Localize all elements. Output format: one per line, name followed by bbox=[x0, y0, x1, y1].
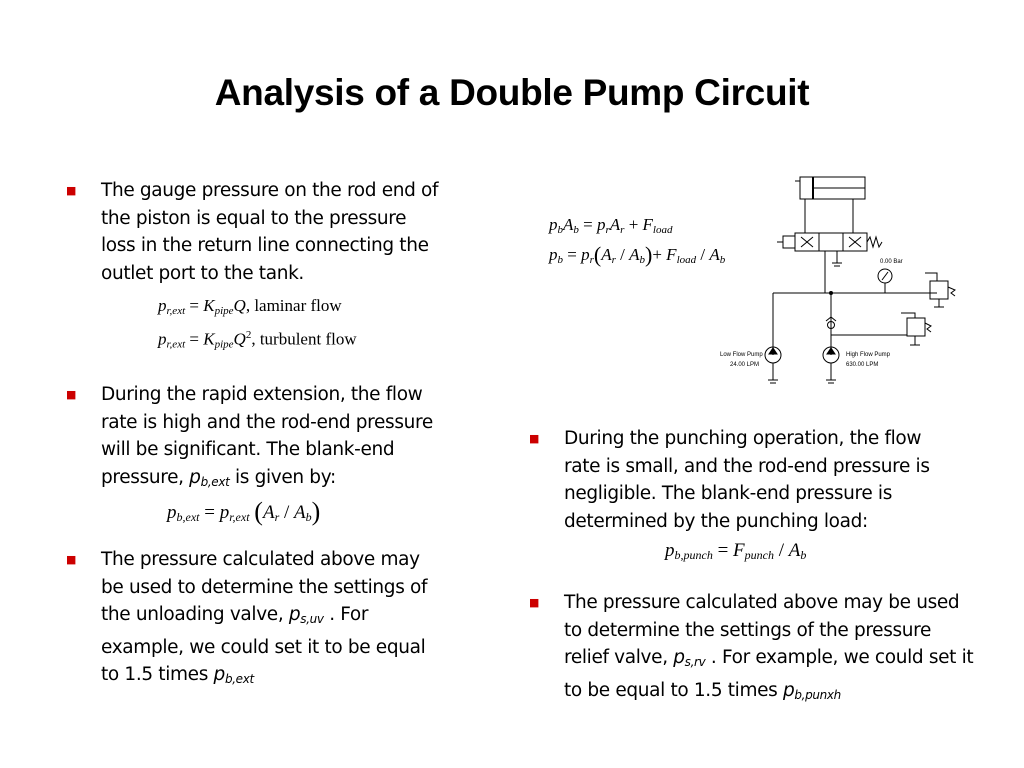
left-bullet-2-text: During the rapid extension, the flow rate is high and the rod-end pressure will be significant. The blank-end pressure, bbox=[101, 384, 433, 488]
right-bullet-2-sym: p bbox=[673, 647, 685, 668]
left-bullet-3-mid: . For example, we could set it to be equal to 1.5 times bbox=[101, 604, 426, 685]
eq-turbulent-label: , turbulent flow bbox=[251, 329, 357, 349]
dcv-center-envelope bbox=[819, 233, 843, 251]
slide-title: Analysis of a Double Pump Circuit bbox=[214, 72, 810, 113]
left-bullet-3-sub: s,uv bbox=[300, 612, 324, 626]
right-bullet-1 bbox=[529, 425, 954, 535]
right-bullet-2-sym2: p bbox=[783, 679, 795, 701]
left-bullet-3-text: The pressure calculated above may be used to determine the settings of the unloading valve, bbox=[101, 549, 428, 625]
left-bullet-2-tail: is given by: bbox=[229, 466, 336, 488]
hydraulic-circuit-diagram bbox=[715, 175, 975, 390]
bullet-marker: ■ bbox=[66, 388, 77, 401]
left-bullet-3-sym2: p bbox=[213, 664, 225, 685]
right-bullet-2-mid: . For example, we could set it to be equal to 1.5 times bbox=[564, 647, 974, 701]
low-pump-label: Low Flow Pump bbox=[720, 352, 763, 358]
left-bullet-2 bbox=[66, 381, 451, 496]
bullet-marker: ■ bbox=[529, 596, 540, 609]
eq-laminar-label: , laminar flow bbox=[245, 296, 342, 315]
left-bullet-1-text: The gauge pressure on the rod end of the piston is equal to the pressure loss in the return line connecting the outlet port to the tank. bbox=[101, 180, 439, 284]
bullet-marker: ■ bbox=[66, 553, 77, 566]
left-bullet-3-sym: p bbox=[288, 604, 301, 625]
left-bullet-3-sub2: b,ext bbox=[224, 672, 254, 686]
eq-force-balance: $p_bA_b = p_rA_r + F_{load}$ bbox=[549, 215, 673, 236]
right-bullet-2-sub2: b,punxh bbox=[794, 687, 841, 702]
eq-laminar: $p_{r,ext} = K_{pipe}Q$, laminar flow bbox=[158, 296, 342, 317]
low-pump-flow: 24.00 LPM bbox=[730, 362, 760, 368]
right-bullet-2-text: The pressure calculated above may be used to determine the settings of the pressure relief valve, bbox=[564, 592, 960, 668]
eq-blank-end-ext: $p_{b,ext} = p_{r,ext}$ $(A_r / A_b)$ bbox=[167, 497, 321, 526]
right-bullet-2 bbox=[529, 589, 974, 709]
left-bullet-2-sym: p bbox=[189, 466, 201, 488]
left-bullet-2-sub: b,ext bbox=[200, 474, 230, 489]
bullet-marker: ■ bbox=[529, 432, 540, 445]
eq-turbulent: $p_{r,ext} = K_{pipe}Q^2$, turbulent flow bbox=[158, 329, 357, 351]
eq-blank-end-punch: $p_{b,punch} = F_{punch} / A_b$ bbox=[665, 540, 807, 562]
bullet-marker: ■ bbox=[66, 184, 77, 197]
high-pump-label: High Flow Pump bbox=[846, 352, 891, 358]
gauge-label: 0.00 Bar bbox=[880, 259, 903, 265]
left-bullet-1 bbox=[66, 177, 446, 287]
right-bullet-1-text: During the punching operation, the flow rate is small, and the rod-end pressure is negligible. The blank-end pressure is determined by the punching load: bbox=[564, 428, 930, 532]
high-pump-flow: 630.00 LPM bbox=[846, 362, 879, 368]
left-bullet-3 bbox=[66, 546, 446, 694]
right-bullet-2-sub: s,rv bbox=[684, 655, 706, 669]
eq-blank-end-pressure: $p_b = p_r(A_r / A_b)+ F_{load} / A_b$ bbox=[549, 242, 726, 267]
